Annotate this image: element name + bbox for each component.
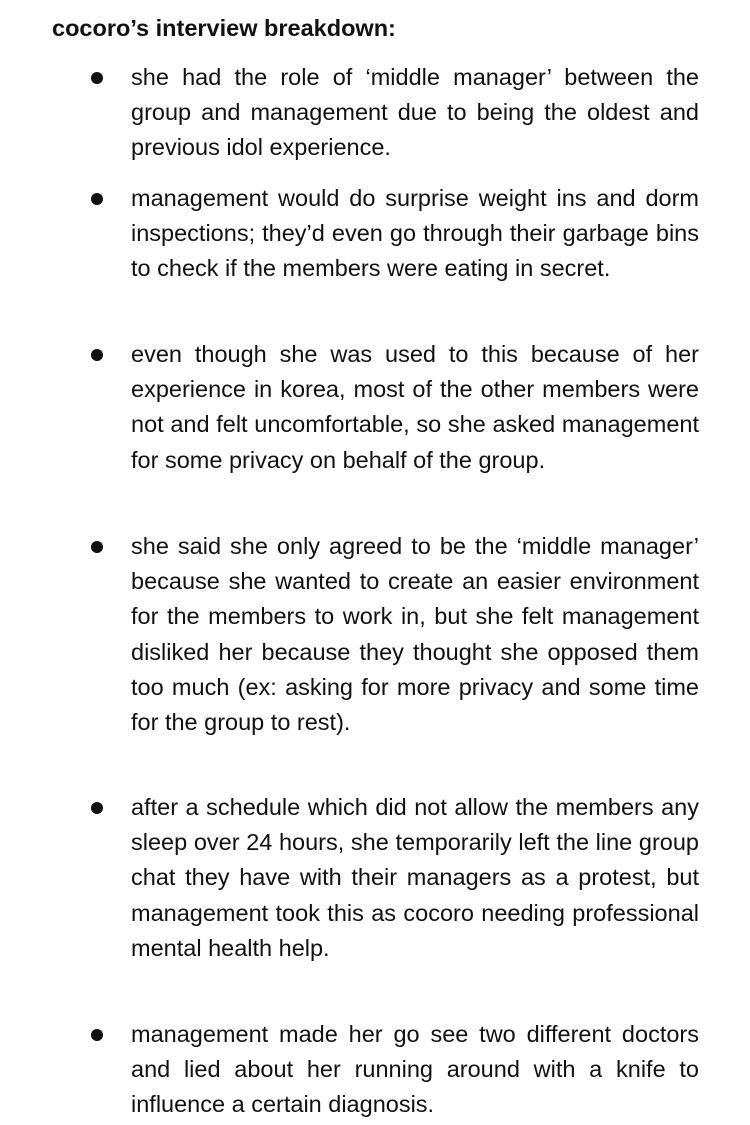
bullet-icon [91, 1029, 103, 1041]
bullet-icon [91, 541, 103, 553]
bullet-text: after a schedule which did not allow the members any sleep over 24 hours, she temporarily left the line group chat they have with their managers as a protest, but management took this as cocoro needing professional mental health help. [131, 794, 699, 961]
bullet-text: she said she only agreed to be the ‘middle manager’ because she wanted to create an easier environment for the members to work in, but she felt management disliked her because they thought she opposed them too much (ex: asking for more privacy and some time for the group to rest). [131, 533, 699, 736]
bullet-text: even though she was used to this because of her experience in korea, most of the other members were not and felt uncomfortable, so she asked management for some privacy on behalf of the group. [131, 341, 699, 473]
bullet-text: she had the role of ‘middle manager’ between the group and management due to being the oldest and previous idol experience. [131, 64, 699, 161]
bullet-icon [91, 72, 103, 84]
bullet-text: management would do surprise weight ins and dorm inspections; they’d even go through their garbage bins to check if the members were eating in secret. [131, 185, 699, 282]
bullet-icon [91, 193, 103, 205]
bullet-icon [91, 802, 103, 814]
bullet-text: management made her go see two different doctors and lied about her running around with a knife to influence a certain diagnosis. [131, 1021, 699, 1118]
document-title: cocoro’s interview breakdown: [52, 15, 396, 41]
bullet-icon [91, 349, 103, 361]
